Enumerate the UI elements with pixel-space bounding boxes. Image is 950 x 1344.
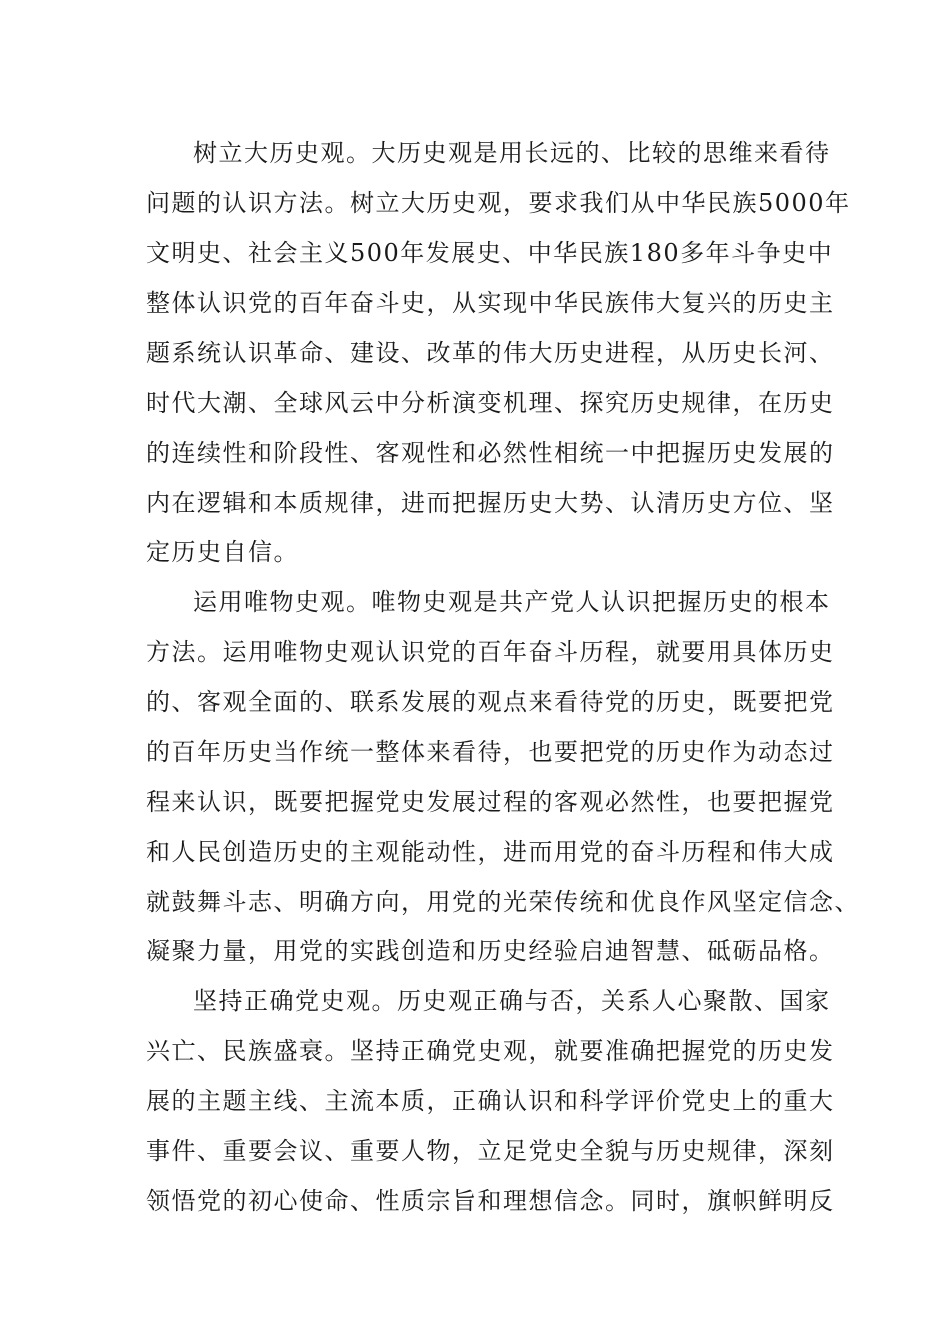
paragraph-1-line-4: 整体认识党的百年奋斗史，从实现中华民族伟大复兴的历史主 xyxy=(146,289,835,317)
paragraph-1-line-7: 的连续性和阶段性、客观性和必然性相统一中把握历史发展的 xyxy=(146,439,835,467)
paragraph-3-line-1: 坚持正确党史观。历史观正确与否，关系人心聚散、国家 xyxy=(193,987,831,1015)
paragraph-3-line-4: 事件、重要会议、重要人物，立足党史全貌与历史规律，深刻 xyxy=(146,1137,835,1165)
paragraph-1-line-8: 内在逻辑和本质规律，进而把握历史大势、认清历史方位、坚 xyxy=(146,489,835,517)
paragraph-2-line-2: 方法。运用唯物史观认识党的百年奋斗历程，就要用具体历史 xyxy=(146,638,835,666)
paragraph-2-line-3: 的、客观全面的、联系发展的观点来看待党的历史，既要把党 xyxy=(146,688,835,716)
paragraph-1-line-5: 题系统认识革命、建设、改革的伟大历史进程，从历史长河、 xyxy=(146,339,835,367)
paragraph-2-line-7: 就鼓舞斗志、明确方向，用党的光荣传统和优良作风坚定信念、 xyxy=(146,888,860,916)
paragraph-2-line-8: 凝聚力量，用党的实践创造和历史经验启迪智慧、砥砺品格。 xyxy=(146,937,835,965)
paragraph-1-line-3: 文明史、社会主义500年发展史、中华民族180多年斗争史中 xyxy=(146,239,834,267)
paragraph-1-line-1: 树立大历史观。大历史观是用长远的、比较的思维来看待 xyxy=(193,139,831,167)
paragraph-3-line-2: 兴亡、民族盛衰。坚持正确党史观，就要准确把握党的历史发 xyxy=(146,1037,835,1065)
paragraph-2-line-1: 运用唯物史观。唯物史观是共产党人认识把握历史的根本 xyxy=(193,588,831,616)
paragraph-3-line-3: 展的主题主线、主流本质，正确认识和科学评价党史上的重大 xyxy=(146,1087,835,1115)
paragraph-1-line-9: 定历史自信。 xyxy=(146,538,299,566)
paragraph-1-line-6: 时代大潮、全球风云中分析演变机理、探究历史规律，在历史 xyxy=(146,389,835,417)
paragraph-2-line-4: 的百年历史当作统一整体来看待，也要把党的历史作为动态过 xyxy=(146,738,835,766)
paragraph-1-line-2: 问题的认识方法。树立大历史观，要求我们从中华民族5000年 xyxy=(146,189,851,217)
paragraph-2-line-5: 程来认识，既要把握党史发展过程的客观必然性，也要把握党 xyxy=(146,788,835,816)
paragraph-3-line-5: 领悟党的初心使命、性质宗旨和理想信念。同时，旗帜鲜明反 xyxy=(146,1187,835,1215)
paragraph-2-line-6: 和人民创造历史的主观能动性，进而用党的奋斗历程和伟大成 xyxy=(146,838,835,866)
